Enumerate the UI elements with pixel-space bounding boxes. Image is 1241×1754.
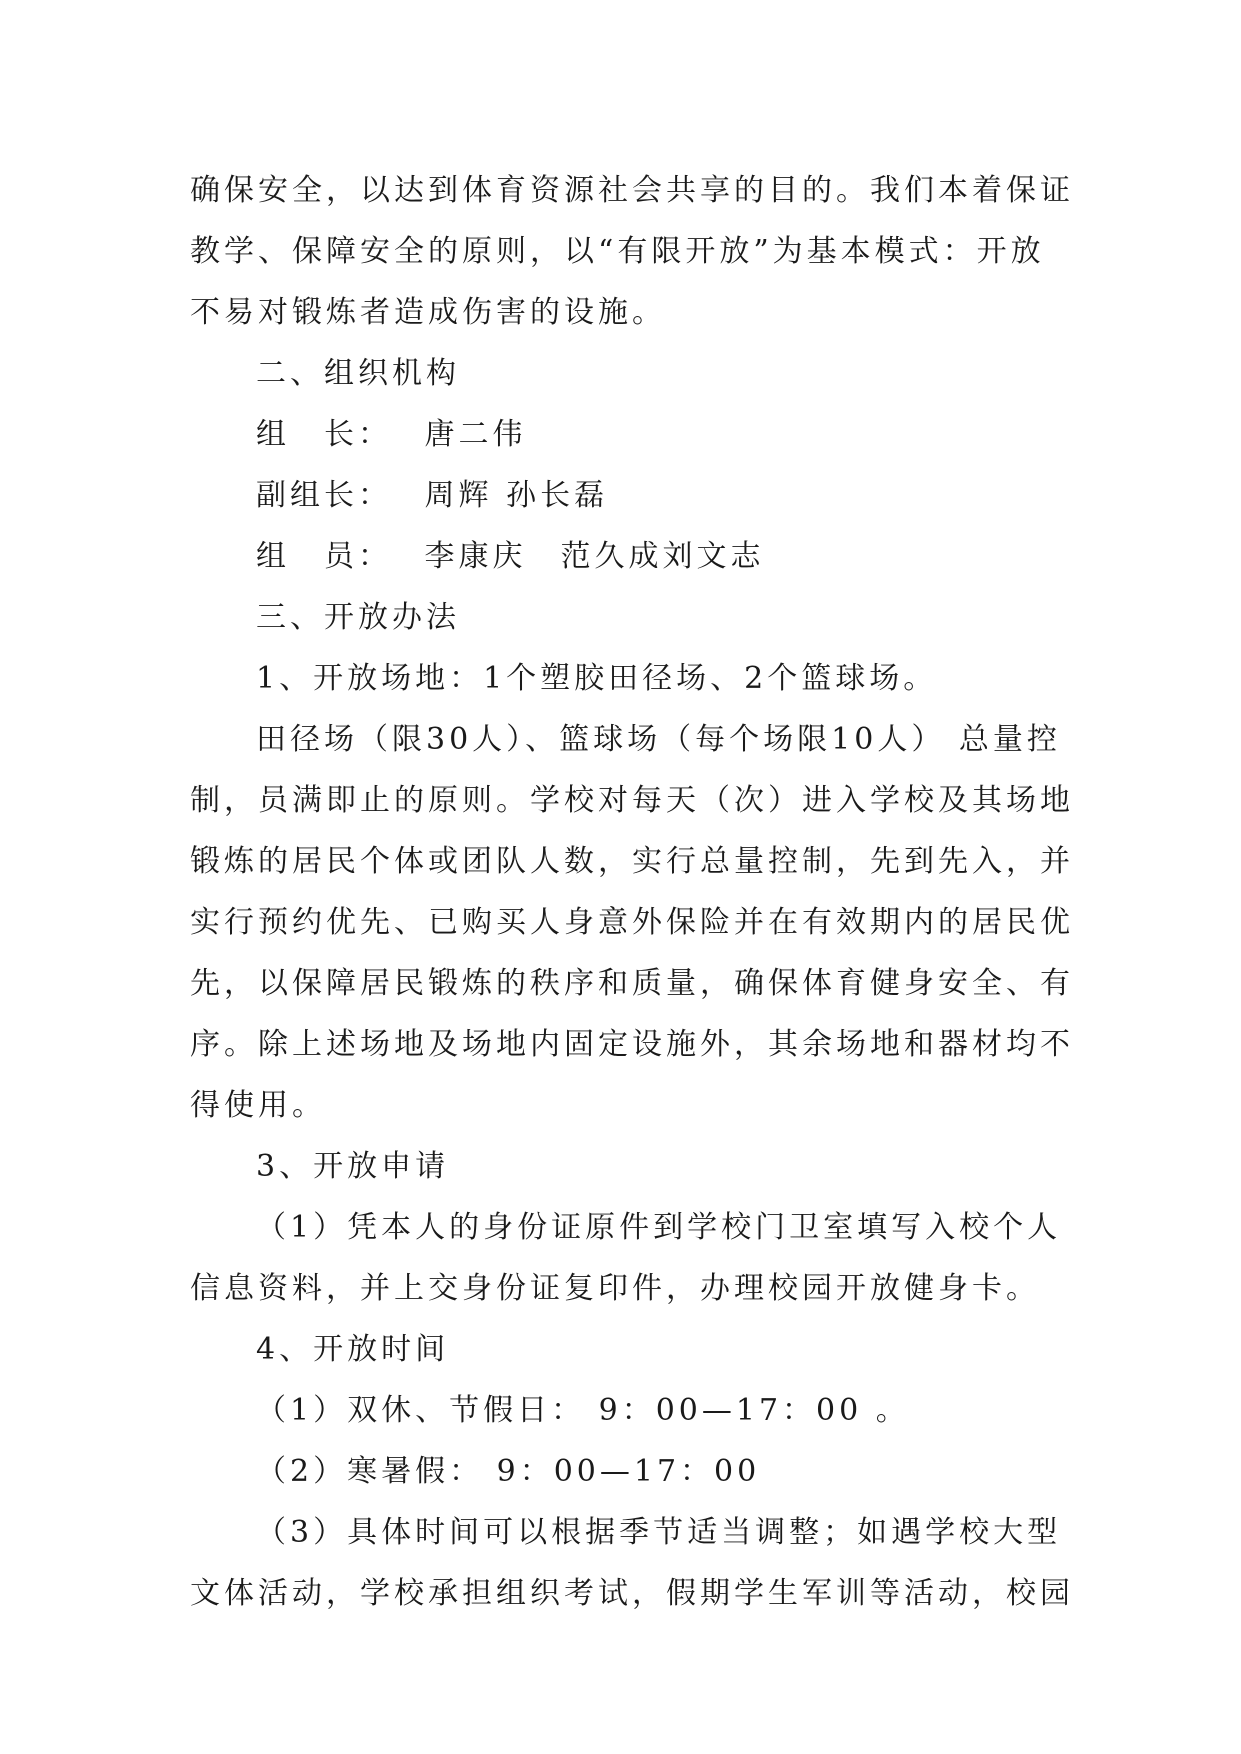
- paragraph-line: 实行预约优先、已购买人身意外保险并在有效期内的居民优: [190, 905, 1074, 940]
- paragraph-line: 制，员满即止的原则。学校对每天（次）进入学校及其场地: [190, 783, 1074, 818]
- section-heading-organization: 二、组织机构: [256, 356, 460, 391]
- paragraph-line: 得使用。: [190, 1088, 326, 1123]
- paragraph-line: （1）凭本人的身份证原件到学校门卫室填写入校个人: [256, 1210, 1062, 1245]
- paragraph-line: 先，以保障居民锻炼的秩序和质量，确保体育健身安全、有: [190, 966, 1074, 1001]
- document-body: [190, 160, 1074, 1624]
- paragraph-line: 教学、保障安全的原则，以“有限开放”为基本模式：开放: [190, 234, 1045, 269]
- hours-weekend-holiday: （1）双休、节假日： 9：00—17：00 。: [256, 1393, 910, 1428]
- section-heading-opening-method: 三、开放办法: [256, 600, 460, 635]
- paragraph-line: 文体活动，学校承担组织考试，假期学生军训等活动，校园: [190, 1576, 1074, 1611]
- paragraph-line: （3）具体时间可以根据季节适当调整；如遇学校大型: [256, 1515, 1062, 1550]
- paragraph-line: 确保安全，以达到体育资源社会共享的目的。我们本着保证: [190, 173, 1074, 208]
- paragraph-line: 信息资料，并上交身份证复印件，办理校园开放健身卡。: [190, 1271, 1040, 1306]
- paragraph-line: 不易对锻炼者造成伤害的设施。: [190, 295, 666, 330]
- org-leader-line: 组 长： 唐二伟: [256, 417, 527, 452]
- item-opening-hours: 4、开放时间: [256, 1332, 450, 1367]
- item-opening-application: 3、开放申请: [256, 1149, 450, 1184]
- org-members-line: 组 员： 李康庆 范久成刘文志: [256, 539, 765, 574]
- hours-winter-summer-vacation: （2）寒暑假： 9：00—17：00: [256, 1454, 761, 1489]
- org-deputy-leader-line: 副组长： 周辉 孙长磊: [256, 478, 609, 513]
- item-opening-venues: 1、开放场地：1个塑胶田径场、2个篮球场。: [256, 661, 938, 696]
- paragraph-line: 田径场（限30人）、篮球场（每个场限10人） 总量控: [256, 722, 1061, 757]
- paragraph-line: 序。除上述场地及场地内固定设施外，其余场地和器材均不: [190, 1027, 1074, 1062]
- paragraph-line: 锻炼的居民个体或团队人数，实行总量控制，先到先入，并: [190, 844, 1074, 879]
